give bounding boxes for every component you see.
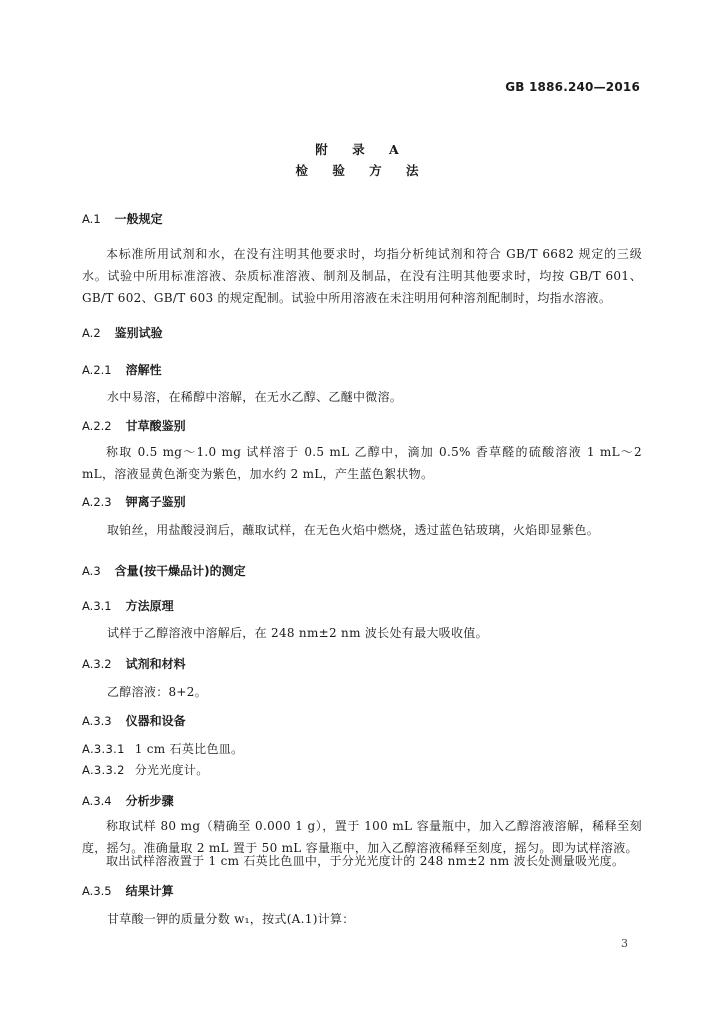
- section-a1-heading: [82, 210, 163, 227]
- section-title: 一般规定: [114, 212, 163, 226]
- section-a33-heading: [82, 712, 186, 729]
- section-title: 仪器和设备: [125, 714, 186, 728]
- section-title: 方法原理: [125, 599, 174, 613]
- section-number: A.3: [82, 564, 101, 578]
- appendix-title: 检 验 方 法: [295, 163, 429, 178]
- section-number: A.3.1: [82, 599, 112, 613]
- section-number: A.3.3: [82, 714, 112, 728]
- item-number: A.3.3.1: [82, 742, 125, 756]
- section-a2-heading: [82, 324, 163, 341]
- section-a1-paragraph: 本标准所用试剂和水，在没有注明其他要求时，均指分析纯试剂和符合 GB/T 6682 规定的三级水。试验中所用标准溶液、杂质标准溶液、制剂及制品，在没有注明其他要求时，均按 GB/T 601、GB/T 602、GB/T 603 的规定配制。试验中所用溶液在未注明用何种溶剂配制时，均指水溶液。: [82, 247, 642, 305]
- item-text: 分光光度计。: [134, 763, 209, 777]
- item-number: A.3.3.2: [82, 763, 125, 777]
- section-title: 含量(按干燥品计)的测定: [114, 564, 246, 578]
- section-a3-heading: [82, 562, 246, 579]
- section-number: A.2: [82, 326, 101, 340]
- section-a31-heading: [82, 597, 174, 614]
- section-a34-paragraph-2: 取出试样溶液置于 1 cm 石英比色皿中，于分光光度计的 248 nm±2 nm 波长处测量吸光度。: [106, 854, 625, 868]
- section-a23-text: 取铂丝，用盐酸浸润后，蘸取试样，在无色火焰中燃烧，透过蓝色钴玻璃，火焰即显紫色。: [107, 523, 600, 537]
- section-title: 钾离子鉴别: [125, 495, 186, 509]
- section-a22-heading: [82, 417, 186, 434]
- section-a32-text: 乙醇溶液：8+2。: [107, 685, 208, 699]
- section-title: 试剂和材料: [125, 657, 186, 671]
- section-number: A.2.1: [82, 363, 112, 377]
- section-number: A.3.4: [82, 794, 112, 808]
- section-a32-heading: [82, 655, 186, 672]
- section-a21-heading: [82, 361, 162, 378]
- page-number: 3: [621, 937, 628, 950]
- section-title: 结果计算: [125, 884, 174, 898]
- section-number: A.3.2: [82, 657, 112, 671]
- item-text: 1 cm 石英比色皿。: [134, 742, 244, 756]
- section-title: 分析步骤: [125, 794, 174, 808]
- section-a31-text: 试样于乙醇溶液中溶解后，在 248 nm±2 nm 波长处有最大吸收值。: [107, 626, 488, 640]
- section-number: A.2.2: [82, 419, 112, 433]
- section-a22-paragraph: 称取 0.5 mg～1.0 mg 试样溶于 0.5 mL 乙醇中，滴加 0.5% 香草醛的硫酸溶液 1 mL～2 mL，溶液显黄色渐变为紫色，加水约 2 mL，产生蓝色絮状物。: [82, 445, 642, 481]
- section-number: A.1: [82, 212, 101, 226]
- section-a23-heading: [82, 493, 186, 510]
- appendix-label: 附 录 A: [315, 142, 409, 157]
- section-a34-paragraph-1: 称取试样 80 mg（精确至 0.000 1 g），置于 100 mL 容量瓶中，加入乙醇溶液溶解，稀释至刻度，摇匀。准确量取 2 mL 置于 50 mL 容量瓶中，加入乙醇溶液稀释至刻度，摇匀。即为试样溶液。: [82, 819, 642, 855]
- section-number: A.3.5: [82, 884, 112, 898]
- section-a34-heading: [82, 792, 174, 809]
- section-number: A.2.3: [82, 495, 112, 509]
- section-a331-item: [82, 740, 243, 757]
- section-a21-text: 水中易溶，在稀醇中溶解，在无水乙醇、乙醚中微溶。: [107, 390, 403, 404]
- standard-number: GB 1886.240—2016: [505, 80, 640, 94]
- section-a35-heading: [82, 882, 174, 899]
- section-a35-text: 甘草酸一钾的质量分数 w₁，按式(A.1)计算：: [107, 912, 355, 926]
- section-title: 甘草酸鉴别: [125, 419, 186, 433]
- section-a332-item: [82, 761, 209, 778]
- section-title: 鉴别试验: [114, 326, 163, 340]
- section-title: 溶解性: [125, 363, 162, 377]
